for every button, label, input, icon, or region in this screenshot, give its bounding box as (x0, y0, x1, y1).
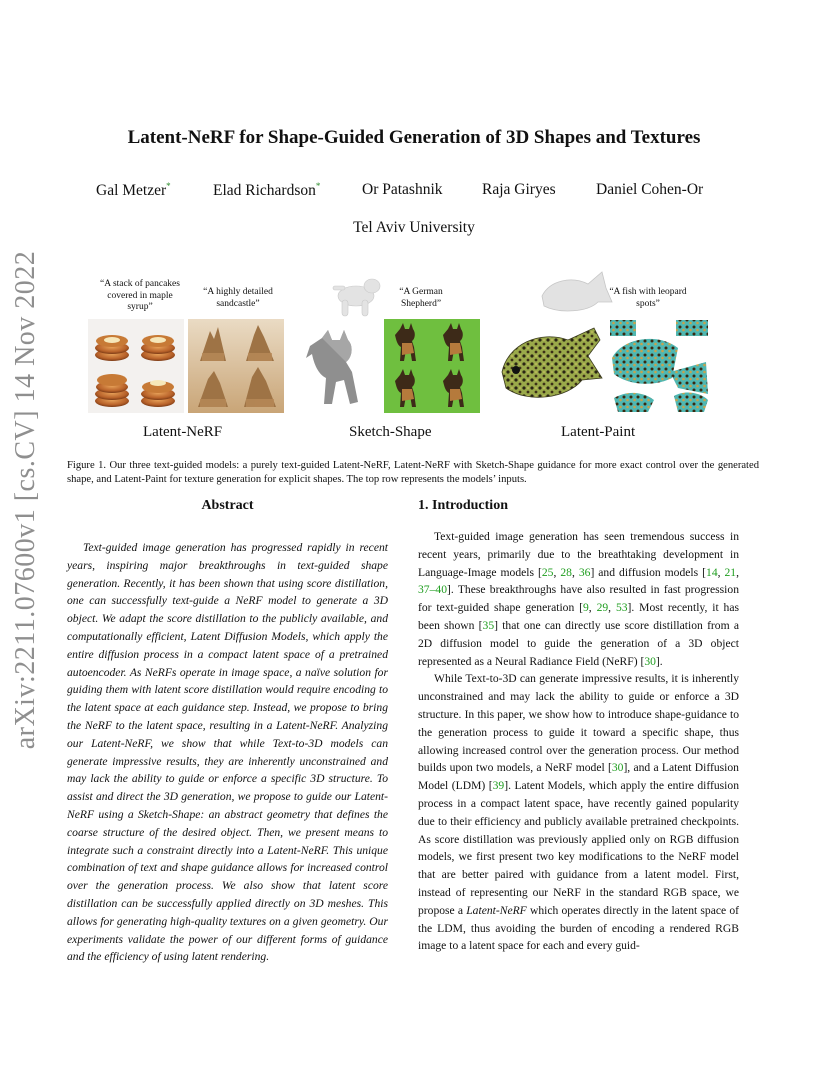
intro-text-segment: , (588, 601, 597, 615)
author-2: Elad Richardson* (213, 181, 321, 200)
intro-paragraph-1 (418, 528, 739, 670)
fish-shape-input (536, 266, 616, 320)
citation-link[interactable]: 36 (578, 565, 591, 579)
intro-text-segment: ] that one can directly use score distillation from a 2D diffusion model to guide the generation of a 3D object represented as a Neural Radiance Field (NeRF) [ (418, 618, 739, 668)
citation-link[interactable]: 28 (560, 565, 572, 579)
author-1: Gal Metzer* (96, 181, 171, 200)
arxiv-stamp: arXiv:2211.07600v1 [cs.CV] 14 Nov 2022 (10, 250, 41, 750)
introduction-body (418, 528, 739, 955)
citation-link[interactable]: 21 (724, 565, 737, 579)
leopard-fish-render (498, 322, 606, 408)
author-5: Daniel Cohen-Or (596, 181, 704, 198)
author-3: Or Patashnik (362, 181, 443, 198)
abstract-text: Text-guided image generation has progressed rapidly in recent years, inspiring major breakthroughs in text-guided shape generation. Recently, it has been shown that using score distillation, one can successfully text-guide a NeRF model to generate a 3D object. We adapt the score distillation to the publicly available, and computationally efficient, Latent Diffusion Models, which apply the entire diffusion process in a compact latent space of a pretrained autoencoder. As NeRFs operate in image space, a naïve solution for guiding them with latent score distillation would require encoding to the latent space at each guidance step. Instead, we propose to bring the NeRF to the latent space, resulting in a Latent-NeRF. Analyzing our Latent-NeRF, we show that while Text-to-3D models can generate impressive results, they are inherently unconstrained and may lack the ability to guide or enforce a specific 3D structure. To assist and direct the 3D generation, we propose to guide our Latent-NeRF using a Sketch-Shape: an abstract geometry that defines the coarse structure of the desired object. Then, we present means to integrate such a constraint directly into a Latent-NeRF. This unique combination of text and shape guidance allows for increased control over the generation process. We also show that latent score distillation can be successfully applied directly on 3D meshes. This allows for generating high-quality textures on a given geometry. Our experiments validate the power of our different forms of guidance and the efficiency of using latent rendering. (67, 541, 388, 964)
intro-text-segment: , (571, 565, 579, 579)
sandcastle-image (188, 319, 284, 413)
citation-link[interactable]: 39 (492, 779, 505, 793)
author-4: Raja Giryes (482, 181, 556, 198)
pancake-stack-2 (141, 335, 175, 361)
pancake-stack-3 (95, 374, 129, 407)
intro-text-segment: Text-guided image generation has seen tremendous success in recent years, primarily due to the breathtaking development in Language-Image models [ (418, 530, 739, 579)
prompt-fish: “A fish with leopard spots” (609, 287, 687, 309)
citation-link[interactable]: 14 (706, 565, 718, 579)
intro-text-segment: ] and diffusion models [ (590, 565, 707, 579)
figure-caption: Figure 1. Our three text-guided models: a purely text-guided Latent-NeRF, Latent-NeRF with Sketch-Shape guidance for more exact control over the generated shape, and Latent-Paint for texture generation for explicit shapes. The top row represents the models’ inputs. (67, 460, 759, 485)
citation-link[interactable]: 25 (541, 565, 554, 579)
pancake-stack-4 (141, 380, 175, 407)
intro-text-segment: , (736, 565, 739, 579)
label-latent-nerf: Latent-NeRF (143, 424, 223, 440)
figure-1 (0, 0, 828, 460)
german-shepherd-grid (384, 319, 480, 413)
intro-paragraph-2: While Text-to-3D can generate impressive results, it is inherently unconstrained and may lack the ability to guide or enforce a 3D structure. In this paper, we show how to introduce shape-guidance to the generation process to guide it toward a specific shape, thus allowing increased control over the generation process. Our method builds upon two models, a NeRF model [30], and a Latent Diffusion Model (LDM) [39]. Latent Models, which apply the entire diffusion process in a compact latent space, have recently gained popularity due to their efficiency and publicly available pretrained checkpoints. As score distillation was previously applied only on RGB diffusion models, we first present two key modifications to the NeRF model that are better paired with guidance from a latent model. First, instead of representing our NeRF in the standard RGB space, we propose a Latent-NeRF which operates directly in the latent space of the LDM, thus avoiding the burden of encoding a rendered RGB image to a latent space for each and every guid- (418, 672, 739, 953)
intro-text-segment: , (717, 565, 725, 579)
paper-title: Latent-NeRF for Shape-Guided Generation of 3D Shapes and Textures (127, 127, 701, 148)
intro-text-segment: , (553, 565, 561, 579)
pancakes-image (88, 319, 184, 413)
citation-link[interactable]: 37–40 (418, 583, 447, 597)
prompt-sandcastle: “A highly detailed sandcastle” (203, 287, 273, 309)
citation-link[interactable]: 29 (596, 601, 609, 615)
label-latent-paint: Latent-Paint (561, 424, 636, 440)
label-sketch-shape: Sketch-Shape (349, 424, 432, 440)
citation-link[interactable]: 35 (482, 618, 495, 632)
citation-link[interactable]: 9 (583, 601, 589, 615)
affiliation: Tel Aviv University (353, 219, 475, 236)
intro-text-segment: ]. These breakthroughs have also resulted in fast progression for text-guided shape generation [ (418, 583, 739, 615)
abstract-heading: Abstract (201, 498, 254, 513)
pancake-stack-1 (95, 335, 129, 361)
citation-link[interactable]: 30 (644, 654, 656, 668)
intro-text-segment: ]. Most recently, it has been shown [ (418, 601, 740, 632)
grey-dog-shape (300, 328, 370, 408)
citation-link[interactable]: 53 (615, 601, 628, 615)
citation-link[interactable]: 30 (611, 761, 624, 775)
prompt-german-shepherd: “A German Shepherd” (399, 287, 443, 309)
intro-text-segment: ]. (655, 654, 663, 668)
introduction-heading: 1. Introduction (418, 498, 508, 513)
abstract-body (67, 539, 388, 966)
leopard-texture-atlas (608, 318, 712, 414)
intro-text-segment: , (608, 601, 616, 615)
sketch-dog-input (330, 272, 386, 322)
prompt-pancakes: “A stack of pancakes covered in maple syrup” (100, 279, 180, 312)
